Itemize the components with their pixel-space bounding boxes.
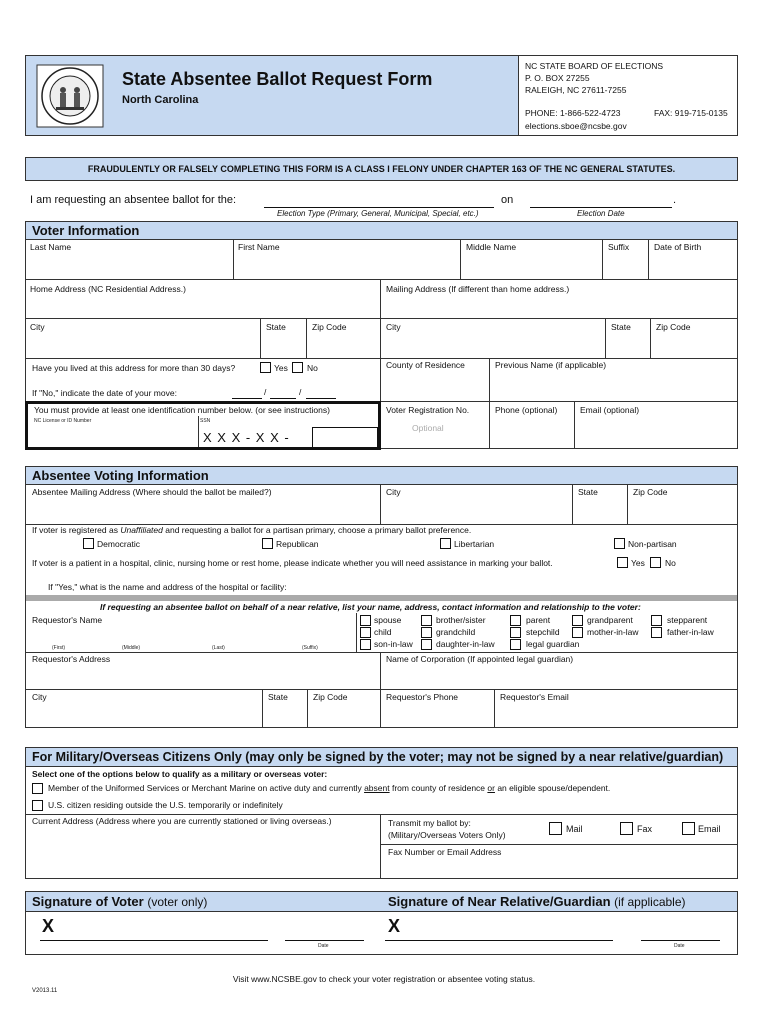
voter-date-line[interactable] [285, 940, 364, 941]
transmit-email-label: Email [698, 824, 721, 834]
voter-signature-label: Signature of Voter [32, 894, 144, 909]
requestor-address-field[interactable]: Requestor's Address [32, 654, 111, 664]
corporation-field[interactable]: Name of Corporation (If appointed legal guardian) [386, 654, 574, 664]
election-date-field[interactable] [530, 207, 672, 208]
option1-or: or [487, 783, 495, 793]
voter-signature-heading [32, 894, 207, 910]
non-partisan-label: Non-partisan [628, 539, 677, 549]
absentee-mailing-address-field[interactable]: Absentee Mailing Address (Where should the ballot be mailed?) [32, 487, 272, 497]
unaffiliated-post: and requesting a ballot for a partisan primary, choose a primary ballot preference. [162, 525, 472, 535]
home-city-field[interactable]: City [30, 322, 45, 332]
mother-in-law-label: mother-in-law [587, 627, 639, 637]
nc-state-seal [36, 64, 104, 128]
option1-post: an eligible spouse/dependent. [494, 783, 611, 793]
patient-no-checkbox[interactable] [650, 557, 661, 568]
form-title: State Absentee Ballot Request Form [122, 69, 433, 89]
dob-field[interactable]: Date of Birth [654, 242, 702, 252]
ssn-label: SSN [200, 418, 211, 424]
mailing-zip-field[interactable]: Zip Code [656, 322, 691, 332]
board-city-line: RALEIGH, NC 27611-7255 [525, 85, 627, 95]
footer-visit: Visit www.NCSBE.gov to check your voter registration or absentee voting status. [232, 974, 536, 984]
military-heading: For Military/Overseas Citizens Only (may only be signed by the voter; may not be signed by a near relative/guardian) [32, 750, 724, 764]
relative-signature-x: X [388, 916, 401, 936]
father-in-law-label: father-in-law [667, 627, 714, 637]
requestor-phone-field[interactable]: Requestor's Phone [386, 692, 459, 702]
relative-date-label: Date [674, 943, 685, 949]
patient-no-label: No [665, 558, 676, 568]
libertarian-label: Libertarian [454, 539, 495, 549]
republican-label: Republican [276, 539, 319, 549]
last-name-field[interactable]: Last Name [30, 242, 72, 252]
lived-no-label: No [307, 363, 318, 373]
suffix-field[interactable]: Suffix [608, 242, 630, 252]
transmit-email-checkbox[interactable] [682, 822, 695, 835]
daughter-in-law-checkbox[interactable] [421, 639, 432, 650]
grandchild-label: grandchild [436, 627, 476, 637]
stepchild-label: stepchild [526, 627, 560, 637]
requestor-state-field[interactable]: State [268, 692, 288, 702]
stepparent-label: stepparent [667, 615, 708, 625]
patient-yes-label: Yes [631, 558, 645, 568]
middle-name-field[interactable]: Middle Name [466, 242, 517, 252]
grandchild-checkbox[interactable] [421, 627, 432, 638]
election-type-field[interactable] [264, 207, 494, 208]
absentee-zip-field[interactable]: Zip Code [633, 487, 668, 497]
board-name: NC STATE BOARD OF ELECTIONS [525, 61, 664, 71]
legal-guardian-label: legal guardian [526, 639, 580, 649]
unaffiliated-pre: If voter is registered as [32, 525, 121, 535]
mailing-city-field[interactable]: City [386, 322, 401, 332]
request-lead: I am requesting an absentee ballot for the: [30, 194, 237, 206]
requestor-city-field[interactable]: City [32, 692, 47, 702]
near-relative-divider [26, 595, 737, 601]
email-field[interactable]: Email (optional) [580, 405, 640, 415]
board-fax: FAX: 919-715-0135 [654, 108, 728, 118]
daughter-in-law-label: daughter-in-law [436, 639, 495, 649]
board-phone: PHONE: 1-866-522-4723 [525, 108, 621, 118]
name-part-middle: (Middle) [122, 645, 141, 651]
near-relative-note: If requesting an absentee ballot on behalf of a near relative, list your name, address, contact information and relationship to the voter: [100, 602, 641, 612]
patient-yes-checkbox[interactable] [617, 557, 628, 568]
father-in-law-checkbox[interactable] [651, 627, 662, 638]
transmit-fax-label: Fax [637, 824, 653, 834]
absentee-city-field[interactable]: City [386, 487, 401, 497]
lived-no-checkbox[interactable] [292, 362, 303, 373]
transmit-mail-checkbox[interactable] [549, 822, 562, 835]
stepparent-checkbox[interactable] [651, 615, 662, 626]
facility-question: If "Yes," what is the name and address of the hospital or facility: [48, 582, 287, 592]
relative-signature-heading [388, 894, 686, 910]
brother-sister-checkbox[interactable] [421, 615, 432, 626]
parent-label: parent [526, 615, 551, 625]
county-field[interactable]: County of Residence [386, 360, 465, 370]
move-date-day[interactable] [270, 398, 296, 399]
felony-warning-banner [25, 157, 738, 181]
democratic-label: Democratic [97, 539, 140, 549]
ssn-last4-field[interactable] [312, 427, 378, 448]
voter-signature-x: X [42, 916, 55, 936]
move-date-slash-2: / [299, 387, 302, 397]
relative-date-line[interactable] [641, 940, 720, 941]
child-label: child [374, 627, 392, 637]
republican-checkbox[interactable] [262, 538, 273, 549]
request-on: on [501, 194, 514, 206]
brother-sister-label: brother/sister [436, 615, 486, 625]
grandparent-checkbox[interactable] [572, 615, 583, 626]
transmit-label-2: (Military/Overseas Voters Only) [388, 830, 506, 840]
unaffiliated-word: Unaffiliated [120, 525, 163, 535]
relative-signature-note: (if applicable) [614, 895, 686, 909]
election-type-hint: Election Type (Primary, General, Municipal, Special, etc.) [277, 209, 479, 218]
move-date-year[interactable] [306, 398, 336, 399]
transmit-fax-checkbox[interactable] [620, 822, 633, 835]
board-email: elections.sboe@ncsbe.gov [525, 121, 627, 131]
son-in-law-checkbox[interactable] [360, 639, 371, 650]
name-part-first: (First) [52, 645, 66, 651]
form-subtitle: North Carolina [122, 94, 199, 106]
option1-mid: from county of residence [389, 783, 488, 793]
uniformed-services-label [48, 783, 610, 794]
lived-yes-label: Yes [274, 363, 288, 373]
home-address-field[interactable]: Home Address (NC Residential Address.) [30, 284, 186, 294]
ssn-mask: X X X - X X - [203, 430, 290, 445]
previous-name-field[interactable]: Previous Name (if applicable) [495, 360, 607, 370]
board-po-box: P. O. BOX 27255 [525, 73, 590, 83]
spouse-checkbox[interactable] [360, 615, 371, 626]
mailing-address-field[interactable]: Mailing Address (If different than home address.) [386, 284, 570, 294]
option1-pre: Member of the Uniformed Services or Merchant Marine on active duty and currently [48, 783, 365, 793]
legal-guardian-checkbox[interactable] [510, 639, 521, 650]
option1-absent: absent [364, 783, 390, 793]
felony-warning-text: FRAUDULENTLY OR FALSELY COMPLETING THIS FORM IS A CLASS I FELONY UNDER CHAPTER 163 OF THE NC GENERAL STATUTES. [87, 163, 676, 174]
nc-license-label: NC License or ID Number [34, 418, 92, 424]
lived-yes-checkbox[interactable] [260, 362, 271, 373]
name-part-last: (Last) [212, 645, 225, 651]
relative-signature-label: Signature of Near Relative/Guardian [388, 894, 611, 909]
request-period: . [673, 194, 677, 206]
election-date-hint: Election Date [577, 209, 625, 218]
overseas-citizen-checkbox[interactable] [32, 800, 43, 811]
patient-question: If voter is a patient in a hospital, clinic, nursing home or rest home, please indicate whether you will need assistance in marking your ballot. [32, 558, 553, 568]
absentee-heading: Absentee Voting Information [32, 468, 209, 483]
libertarian-checkbox[interactable] [440, 538, 451, 549]
transmit-mail-label: Mail [566, 824, 583, 834]
mailing-state-field[interactable]: State [611, 322, 631, 332]
requestor-name-field[interactable]: Requestor's Name [32, 615, 103, 625]
democratic-checkbox[interactable] [83, 538, 94, 549]
voter-info-heading: Voter Information [32, 223, 140, 238]
uniformed-services-checkbox[interactable] [32, 783, 43, 794]
military-select-line: Select one of the options below to qualify as a military or overseas voter: [32, 769, 328, 779]
spouse-label: spouse [374, 615, 402, 625]
lived-30-days-question: Have you lived at this address for more than 30 days? [32, 363, 236, 373]
move-date-slash-1: / [264, 387, 267, 397]
voter-date-label: Date [318, 943, 329, 949]
voter-signature-note: (voter only) [147, 895, 208, 909]
overseas-citizen-label: U.S. citizen residing outside the U.S. temporarily or indefinitely [48, 800, 283, 810]
home-state-field[interactable]: State [266, 322, 286, 332]
transmit-label-1: Transmit my ballot by: [388, 818, 471, 828]
voter-reg-field[interactable]: Voter Registration No. [386, 405, 470, 415]
voter-reg-optional: Optional [412, 423, 444, 433]
footer-version: V2013.11 [32, 988, 58, 994]
relative-signature-line[interactable] [385, 940, 613, 941]
id-instruction: You must provide at least one identification number below. (or see instructions) [34, 405, 330, 415]
first-name-field[interactable]: First Name [238, 242, 280, 252]
stepchild-checkbox[interactable] [510, 627, 521, 638]
fax-or-email-field[interactable]: Fax Number or Email Address [388, 847, 502, 857]
move-date-month[interactable] [232, 398, 262, 399]
home-zip-field[interactable]: Zip Code [312, 322, 347, 332]
child-checkbox[interactable] [360, 627, 371, 638]
requestor-zip-field[interactable]: Zip Code [313, 692, 348, 702]
parent-checkbox[interactable] [510, 615, 521, 626]
non-partisan-checkbox[interactable] [614, 538, 625, 549]
absentee-state-field[interactable]: State [578, 487, 598, 497]
requestor-email-field[interactable]: Requestor's Email [500, 692, 569, 702]
unaffiliated-instruction [32, 525, 471, 536]
mother-in-law-checkbox[interactable] [572, 627, 583, 638]
name-part-suffix: (Suffix) [302, 645, 318, 651]
voter-signature-line[interactable] [40, 940, 268, 941]
phone-field[interactable]: Phone (optional) [495, 405, 558, 415]
son-in-law-label: son-in-law [374, 639, 413, 649]
current-address-field[interactable]: Current Address (Address where you are currently stationed or living overseas.) [32, 816, 332, 826]
grandparent-label: grandparent [587, 615, 633, 625]
move-date-question: If "No," indicate the date of your move: [32, 388, 177, 398]
